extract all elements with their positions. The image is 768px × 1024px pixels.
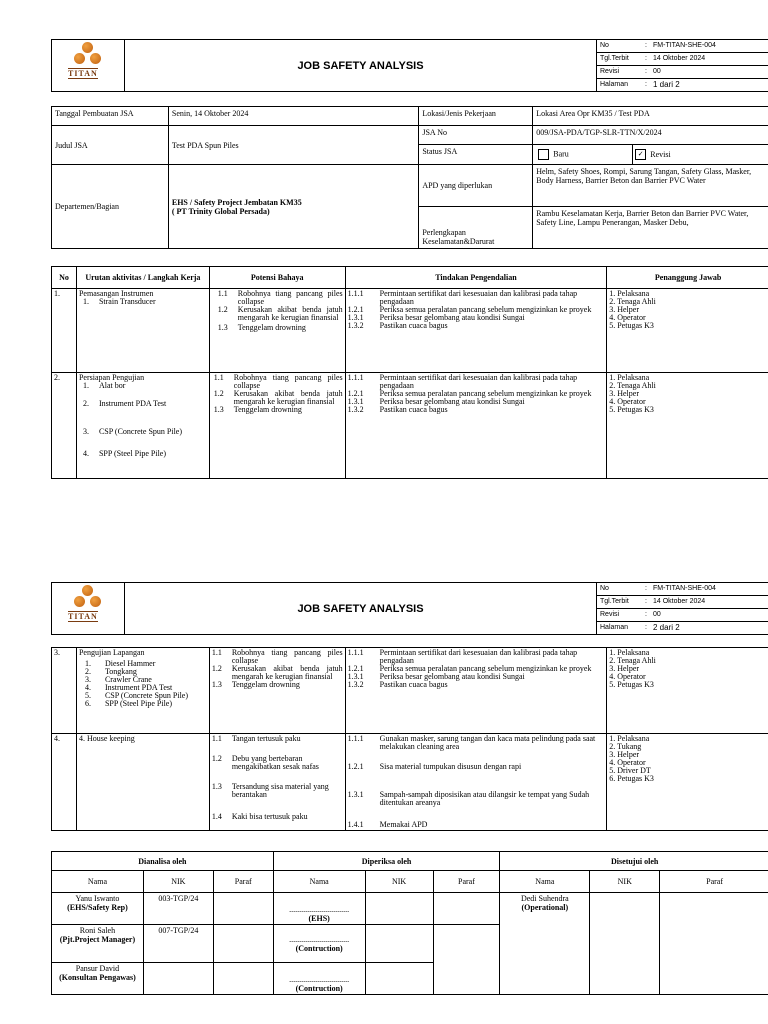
page-number: 1 dari 2 [653, 80, 680, 89]
table-row: 2. Persiapan Pengujian 1. Alat bor 2. Instrument PDA Test 3. CSP (Concrete Spun Pile) 4. SPP (Steel Pipe Pile) 1.1 Robohnya tiang pancang piles collapse 1.2 Kerusakan akibat benda jatuh mengarah ke kerugian finansial 1.3 Tenggelam drowning 1.1.1 Permintaan sertifikat dari kesesuaian dan kalibrasi pada tahap pengadaan 1.2.1 Periksa semua peralatan pancang sebelum mengizinkan ke proyek 1.3.1 Periksa besar gelombang atau kondisi Sungai 1.3.2 Pastikan cuaca bagus 1. Pelaksana 2. Tenaga Ahli 3. Helper 4. Operator 5. Petugas K3 [52, 373, 768, 479]
doc-date: 14 Oktober 2024 [653, 55, 706, 62]
analyst-1: Yanu Iswanto (EHS/Safety Rep) [52, 893, 144, 925]
checker-2: .............................. (Contruction) [273, 925, 365, 963]
perlengkapan-value: Rambu Keselamatan Kerja, Barrier Beton dan Barrier PVC Water, Safety Line, Lampu Penerangan, Masker Debu, [533, 207, 768, 249]
titan-logo [52, 583, 124, 623]
perlengkapan-label: Perlengkapan Keselamatan&Darurat [419, 207, 533, 249]
col-no: No [52, 267, 77, 289]
table-row: 1. Pemasangan Instrumen 1. Strain Transducer 1.1 Robohnya tiang pancang piles collapse 1.2 Kerusakan akibat benda jatuh mengarah ke kerugian finansial 1.3 Tenggelam drowning 1.1.1 Permintaan sertifikat dari kesesuaian dan kalibrasi pada tahap pengadaan 1.2.1 Periksa semua peralatan pancang sebelum mengizinkan ke proyek 1.3.1 Periksa besar gelombang atau kondisi Sungai 1.3.2 Pastikan cuaca bagus 1. Pelaksana 2. Tenaga Ahli 3. Helper 4. Operator 5. Petugas K3 [52, 289, 768, 373]
dept-value: EHS / Safety Project Jembatan KM35 ( PT Trinity Global Persada) [168, 165, 418, 249]
logo-cell [52, 583, 125, 635]
judul-label: Judul JSA [52, 126, 169, 165]
analyst-3-paraf [213, 963, 273, 995]
doc-revision: 00 [653, 68, 661, 75]
analyst-1-nik: 003-TGP/24 [143, 893, 213, 925]
jsa-activity-table-page-2 [51, 647, 768, 831]
logo-cell [52, 40, 125, 92]
analyst-1-paraf [213, 893, 273, 925]
table-row: 3. Pengujian Lapangan 1. Diesel Hammer 2. Tongkang 3. Crawler Crane 4. Instrument PDA Test 5. CSP (Concrete Spun Pile) 6. SPP (Steel Pipe Pile) 1.1 Robohnya tiang pancang piles collapse 1.2 Kerusakan akibat benda jatuh mengarah ke kerugian finansial 1.3 Tenggelam drowning 1.1.1 Permintaan sertifikat dari kesesuaian dan kalibrasi pada tahap pengadaan 1.2.1 Periksa semua peralatan pancang sebelum mengizinkan ke proyek 1.3.1 Periksa besar gelombang atau kondisi Sungai 1.3.2 Pastikan cuaca bagus 1. Pelaksana 2. Tenaga Ahli 3. Helper 4. Operator 5. Petugas K3 [52, 648, 768, 734]
jsa-no-label: JSA No [419, 126, 533, 145]
doc-number: FM-TITAN-SHE-004 [653, 585, 716, 592]
dept-label: Departemen/Bagian [52, 165, 169, 249]
doc-revision: 00 [653, 611, 661, 618]
logo-text: TITAN [68, 69, 98, 78]
jsa-activity-table-page-1 [51, 266, 768, 479]
status-options: Baru ✓ Revisi [533, 145, 768, 165]
signature-table: Dianalisa oleh Diperiksa oleh Disetujui oleh Nama NIK Paraf Nama NIK Paraf Nama NIK Paraf Yanu Iswanto (EHS/Safety Rep) 003-TGP/24 .............................. (EHS) Dedi Suhendra (Operational) Roni Saleh (Pjt.Project Manager) 007-TGP/24 .............................. (Contruction) Pansur David (Konsultan Pengawas) .............................. (Contruction) [51, 851, 768, 995]
status-revisi-checkbox[interactable]: ✓ [635, 149, 646, 160]
diperiksa-header: Diperiksa oleh [273, 852, 500, 871]
tanggal-value: Senin, 14 Oktober 2024 [168, 107, 418, 126]
jsa-no-value: 009/JSA-PDA/TGP-SLR-TTN/X/2024 [533, 126, 768, 145]
header-page-1 [51, 39, 768, 92]
doc-date: 14 Oktober 2024 [653, 598, 706, 605]
col-tindakan: Tindakan Pengendalian [345, 267, 607, 289]
titan-logo [52, 40, 124, 80]
document-meta: No : FM-TITAN-SHE-004 Tgl.Terbit : 14 Oktober 2024 Revisi : 00 Halaman : 1 dari 2 [597, 40, 768, 92]
judul-value: Test PDA Spun Piles [168, 126, 418, 165]
document-meta: No : FM-TITAN-SHE-004 Tgl.Terbit : 14 Oktober 2024 Revisi : 00 Halaman : 2 dari 2 [597, 583, 768, 635]
document-title: JOB SAFETY ANALYSIS [125, 583, 597, 635]
checker-3: .............................. (Contruction) [273, 963, 365, 995]
page-number: 2 dari 2 [653, 623, 680, 632]
analyst-2-nik: 007-TGP/24 [143, 925, 213, 963]
col-potensi: Potensi Bahaya [209, 267, 345, 289]
status-label: Status JSA [419, 145, 533, 165]
document-title: JOB SAFETY ANALYSIS [125, 40, 597, 92]
lokasi-label: Lokasi/Jenis Pekerjaan [419, 107, 533, 126]
logo-text: TITAN [68, 612, 98, 621]
apd-label: APD yang diperlukan [419, 165, 533, 207]
analyst-2-paraf [213, 925, 273, 963]
apd-value: Helm, Safety Shoes, Rompi, Sarung Tangan, Safety Glass, Masker, Body Harness, Barrier Beton dan Barrier PVC Water [533, 165, 768, 207]
checker-1: .............................. (EHS) [273, 893, 365, 925]
table-row: 4. 4. House keeping 1.1 Tangan tertusuk paku 1.2 Debu yang bertebaran mengakibatkan sesak nafas 1.3 Tersandung sisa material yang berantakan 1.4 Kaki bisa tertusuk paku 1.1.1 Gunakan masker, sarung tangan dan kaca mata pelindung pada saat melakukan cleaning area 1.2.1 Sisa material tumpukan disusun dengan rapi 1.3.1 Sampah-sampah diposisikan atau dilangsir ke tempat yang Sudah ditentukan areanya 1.4.1 Memakai APD 1. Pelaksana 2. Tukang 3. Helper 4. Operator 5. Driver DT 6. Petugas K3 [52, 734, 768, 831]
lokasi-value: Lokasi Area Opr KM35 / Test PDA [533, 107, 768, 126]
analyst-3: Pansur David (Konsultan Pengawas) [52, 963, 144, 995]
disetujui-header: Disetujui oleh [500, 852, 768, 871]
analyst-2: Roni Saleh (Pjt.Project Manager) [52, 925, 144, 963]
header-page-2 [51, 582, 768, 635]
dianalisa-header: Dianalisa oleh [52, 852, 274, 871]
doc-number: FM-TITAN-SHE-004 [653, 42, 716, 49]
col-penanggung: Penanggung Jawab [607, 267, 768, 289]
tanggal-label: Tanggal Pembuatan JSA [52, 107, 169, 126]
status-baru-checkbox[interactable] [538, 149, 549, 160]
col-urutan: Urutan aktivitas / Langkah Kerja [76, 267, 209, 289]
approver: Dedi Suhendra (Operational) [500, 893, 590, 995]
analyst-3-nik [143, 963, 213, 995]
jsa-info-table [51, 106, 768, 249]
